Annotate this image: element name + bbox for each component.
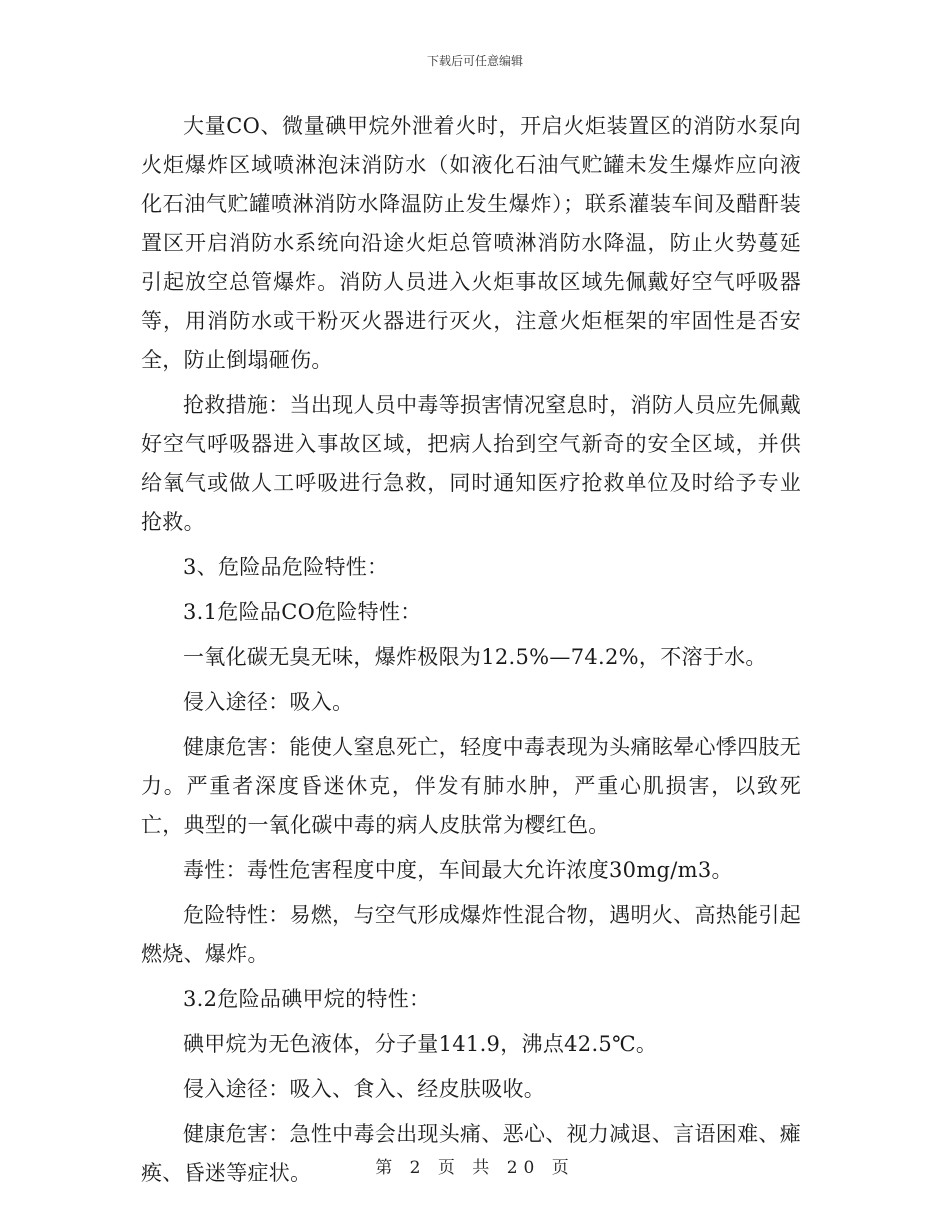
paragraph: 危险特性：易燃，与空气形成爆炸性混合物，遇明火、高热能引起燃烧、爆炸。 xyxy=(141,903,801,966)
paragraph: 健康危害：急性中毒会出现头痛、恶心、视力减退、言语困难、瘫痪、昏迷等症状。 xyxy=(141,1122,801,1185)
paragraph: 毒性：毒性危害程度中度，车间最大允许浓度30mg/m3。 xyxy=(183,858,733,882)
subsection-heading: 3.1危险品CO危险特性： xyxy=(183,600,422,624)
paragraph: 大量CO、微量碘甲烷外泄着火时，开启火炬装置区的消防水泵向火炬爆炸区域喷淋泡沫消防水（如液化石油气贮罐未发生爆炸应向液化石油气贮罐喷淋消防水降温防止发生爆炸）；联系灌装车间及醋酐装置区开启消防水系统向沿途火炬总管喷淋消防水降温，防止火势蔓延引起放空总管爆炸。消防人员进入火炬事故区域先佩戴好空气呼吸器等，用消防水或干粉灭火器进行灭火，注意火炬框架的牢固性是否安全，防止倒塌砸伤。 xyxy=(141,114,801,372)
page-number-footer: 第 2 页 共 20 页 xyxy=(375,1158,575,1178)
paragraph: 健康危害：能使人窒息死亡，轻度中毒表现为头痛眩晕心悸四肢无力。严重者深度昏迷休克，伴发有肺水肿，严重心肌损害，以致死亡，典型的一氧化碳中毒的病人皮肤常为樱红色。 xyxy=(141,735,801,837)
paragraph: 碘甲烷为无色液体，分子量141.9，沸点42.5℃。 xyxy=(183,1032,658,1056)
paragraph: 侵入途径：吸入、食入、经皮肤吸收。 xyxy=(183,1077,546,1101)
subsection-heading: 3.2危险品碘甲烷的特性： xyxy=(183,987,431,1011)
page-header: 下载后可任意编辑 xyxy=(426,54,523,68)
document-body xyxy=(141,107,801,1199)
section-heading: 3、危险品危险特性： xyxy=(183,555,389,579)
paragraph: 一氧化碳无臭无味，爆炸极限为12.5%—74.2%，不溶于水。 xyxy=(183,645,767,669)
paragraph: 抢救措施：当出现人员中毒等损害情况窒息时，消防人员应先佩戴好空气呼吸器进入事故区域，把病人抬到空气新奇的安全区域，并供给氧气或做人工呼吸进行急救，同时通知医疗抢救单位及时给予专业抢救。 xyxy=(141,393,801,534)
paragraph: 侵入途径：吸入。 xyxy=(183,690,354,714)
